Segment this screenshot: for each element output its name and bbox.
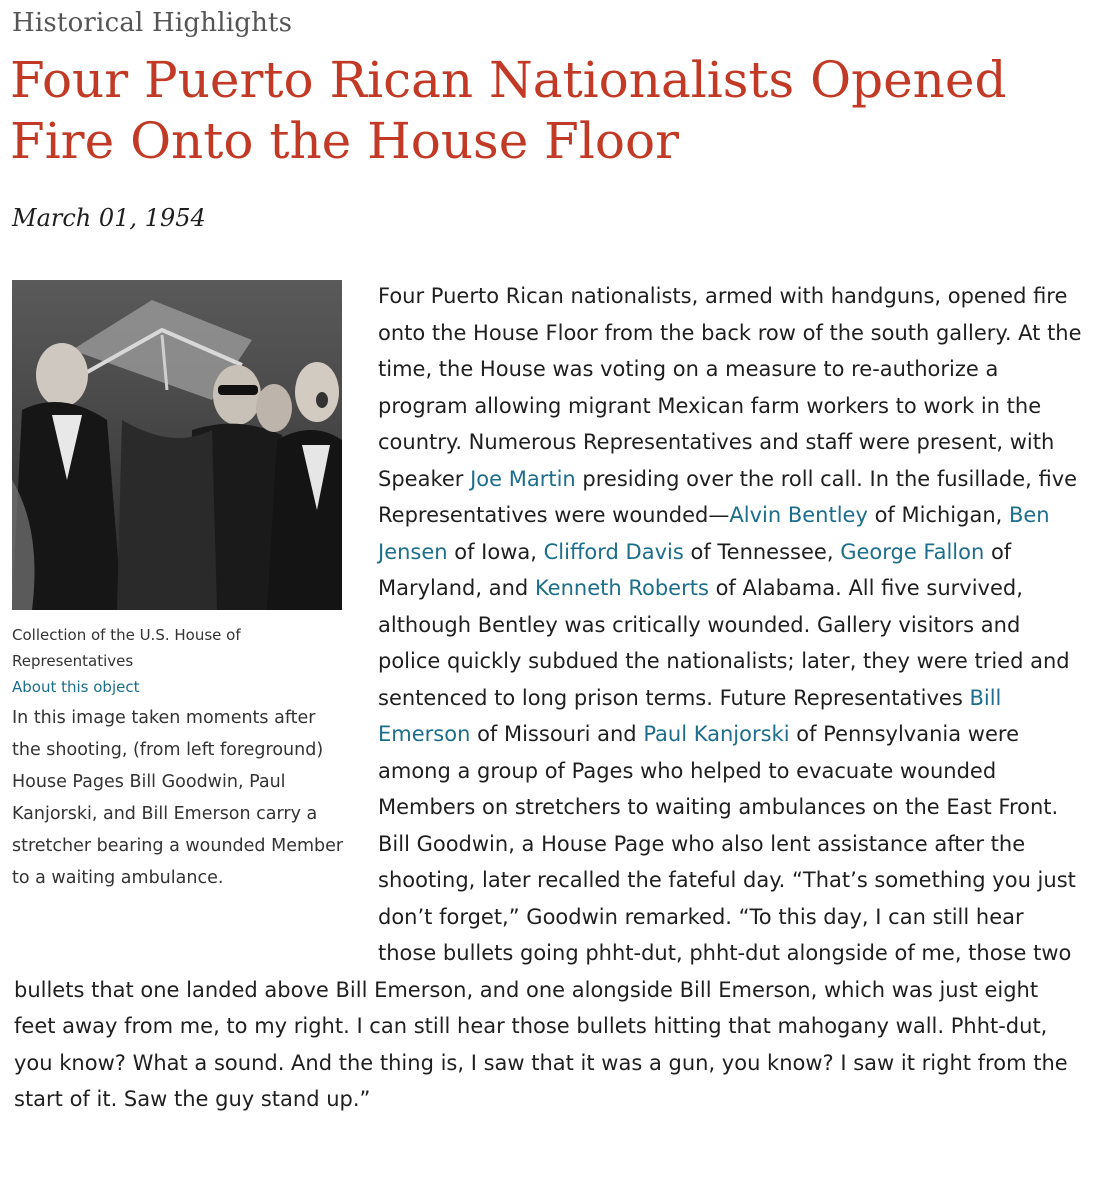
section-kicker: Historical Highlights: [12, 8, 293, 38]
page-title: Four Puerto Rican Nationalists Opened Fire Onto the House Floor: [10, 51, 1007, 170]
article-figure: [12, 280, 344, 894]
link-paul-kanjorski[interactable]: Paul Kanjorski: [643, 722, 790, 746]
link-bill-emerson[interactable]: Bill Emerson: [378, 685, 1002, 746]
photo-credit: Collection of the U.S. House of Representatives: [12, 626, 241, 670]
link-clifford-davis[interactable]: Clifford Davis: [543, 539, 684, 564]
historical-photo[interactable]: [12, 280, 342, 610]
article-date: March 01, 1954: [12, 204, 206, 232]
photo-caption: In this image taken moments after the shooting, (from left foreground) House Pages Bill Goodwin, Paul Kanjorski, and Bill Emerson carry a stretcher bearing a wounded Member to a waiting ambulance.: [12, 708, 344, 888]
about-object-link[interactable]: About this object: [12, 678, 140, 696]
link-ben-jensen[interactable]: Ben Jensen: [378, 503, 1050, 564]
article-body: Four Puerto Rican nationalists, armed with handguns, opened fire onto the House Floor from the back row of the south gallery. At the time, the House was voting on a measure to re-authorize a program allowing migrant Mexican farm workers to work in the country. Numerous Representatives and staff were present, with Speaker Joe Martin presiding over the roll call. In the fusillade, five Representatives were wounded—Alvin Bentley of Michigan, Ben Jensen of Iowa, Clifford Davis of Tennessee, George Fallon of Maryland, and Kenneth Roberts of Alabama. All five survived, although Bentley was critically wounded. Gallery visitors and police quickly subdued the nationalists; later, they were tried and sentenced to long prison terms. Future Representatives Bill Emerson of Missouri and Paul Kanjorski of Pennsylvania were among a group of Pages who helped to evacuate wounded Members on stretchers to waiting ambulances on the East Front. Bill Goodwin, a House Page who also lent assistance after the shooting, later recalled the fateful day. “That’s something you just don’t forget,” Goodwin remarked. “To this day, I can still hear those bullets going phht-dut, phht-dut alongside of me, those two bullets that one landed above Bill Emerson, and one alongside Bill Emerson, which was just eight feet away from me, to my right. I can still hear those bullets hitting that mahogany wall. Phht-dut, you know? What a sound. And the thing is, I saw that it was a gun, you know? I saw it right from the start of it. Saw the guy stand up.”: [14, 278, 1084, 1118]
photo-illustration: [12, 280, 342, 610]
link-george-fallon[interactable]: George Fallon: [840, 539, 985, 564]
link-alvin-bentley[interactable]: Alvin Bentley: [729, 503, 868, 527]
link-joe-martin[interactable]: Joe Martin: [470, 466, 576, 491]
link-kenneth-roberts[interactable]: Kenneth Roberts: [534, 576, 709, 600]
